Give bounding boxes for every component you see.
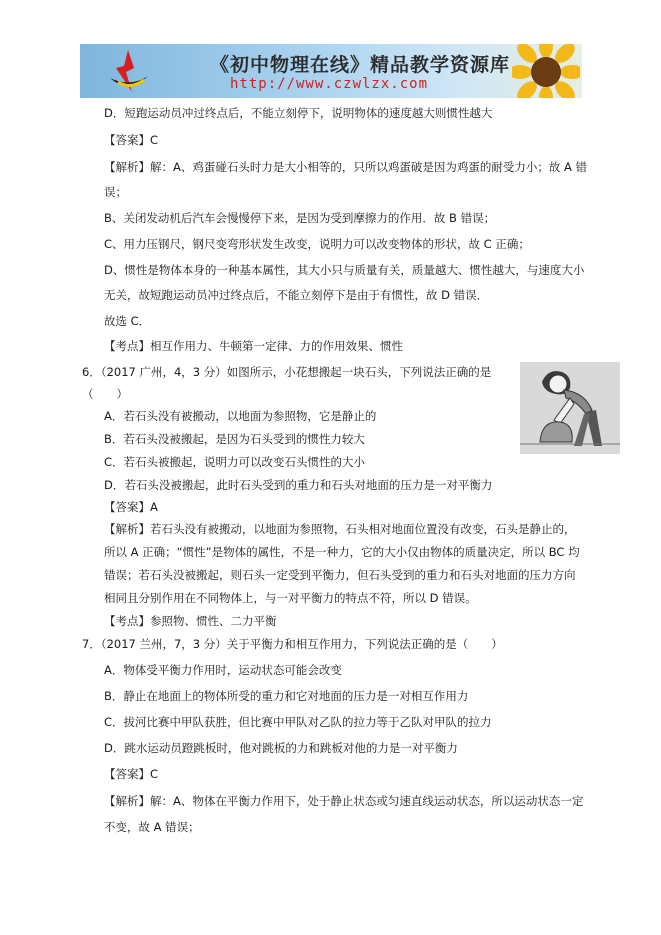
text-line: 【考点】相互作用力、牛顿第一定律、力的作用效果、惯性 [104,339,403,353]
text-line: 【答案】C [104,767,159,781]
text-line: 6．（2017 广州，4，3 分）如图所示，小花想搬起一块石头，下列说法正确的是 [82,365,492,379]
text-line: C、用力压钢尺，钢尺变弯形状发生改变，说明力可以改变物体的形状，故 C 正确； [104,237,530,251]
text-line: B．若石头没被搬起，是因为石头受到的惯性力较大 [104,432,365,446]
text-line: 【解析】解：A、物体在平衡力作用下，处于静止状态或匀速直线运动状态，所以运动状态一定 [104,794,584,808]
text-line: 错误；若石头没被搬起，则石头一定受到平衡力，但石头受到的重力和石头对地面的压力方向 [104,568,576,582]
banner-title: 《初中物理在线》精品教学资源库 [210,54,511,76]
header-banner [80,44,582,98]
text-line: 7．（2017 兰州，7，3 分）关于平衡力和相互作用力，下列说法正确的是（ ） [82,637,503,651]
text-line: C．拔河比赛中甲队获胜，但比赛中甲队对乙队的拉力等于乙队对甲队的拉力 [104,715,492,729]
text-line: 相同且分别作用在不同物体上，与一对平衡力的特点不符，所以 D 错误。 [104,591,477,605]
sunflower-icon [512,44,580,98]
text-line: 所以 A 正确；“惯性”是物体的属性，不是一种力，它的大小仅由物体的质量决定，所以 BC 均 [104,545,580,559]
text-line: B、关闭发动机后汽车会慢慢停下来，是因为受到摩擦力的作用．故 B 错误； [104,211,496,225]
text-line: 不变，故 A 错误； [104,820,200,834]
text-line: A．若石头没有被搬动，以地面为参照物，它是静止的 [104,409,377,423]
text-line: 故选 C． [104,314,151,328]
text-line: D．跳水运动员蹬跳板时，他对跳板的力和跳板对他的力是一对平衡力 [104,741,458,755]
text-line: D．若石头没被搬起，此时石头受到的重力和石头对地面的压力是一对平衡力 [104,478,493,492]
text-line: 误； [104,185,127,199]
banner-url: http://www.czwlzx.com [230,76,429,92]
text-line: 【解析】若石头没有被搬动，以地面为参照物，石头相对地面位置没有改变，石头是静止的， [104,522,576,536]
text-line: A．物体受平衡力作用时，运动状态可能会改变 [104,663,342,677]
text-line: C．若石头被搬起，说明力可以改变石头惯性的大小 [104,455,366,469]
text-line: D、惯性是物体本身的一种基本属性，其大小只与质量有关，质量越大、惯性越大，与速度大小 [104,263,585,277]
text-line: 无关，故短跑运动员冲过终点后，不能立刻停下是由于有惯性，故 D 错误． [104,288,489,302]
text-line: B．静止在地面上的物体所受的重力和它对地面的压力是一对相互作用力 [104,689,469,703]
text-line: （ ） [82,387,128,401]
logo-icon [104,48,152,94]
text-line: 【考点】参照物、惯性、二力平衡 [104,614,277,628]
text-line: 【答案】C [104,133,159,147]
text-line: D．短跑运动员冲过终点后，不能立刻停下，说明物体的速度越大则惯性越大 [104,106,493,120]
girl-lifting-stone-illustration [520,362,620,454]
text-line: 【解析】解：A、鸡蛋碰石头时力是大小相等的，只所以鸡蛋破是因为鸡蛋的耐受力小；故 A 错 [104,160,588,174]
text-line: 【答案】A [104,500,158,514]
